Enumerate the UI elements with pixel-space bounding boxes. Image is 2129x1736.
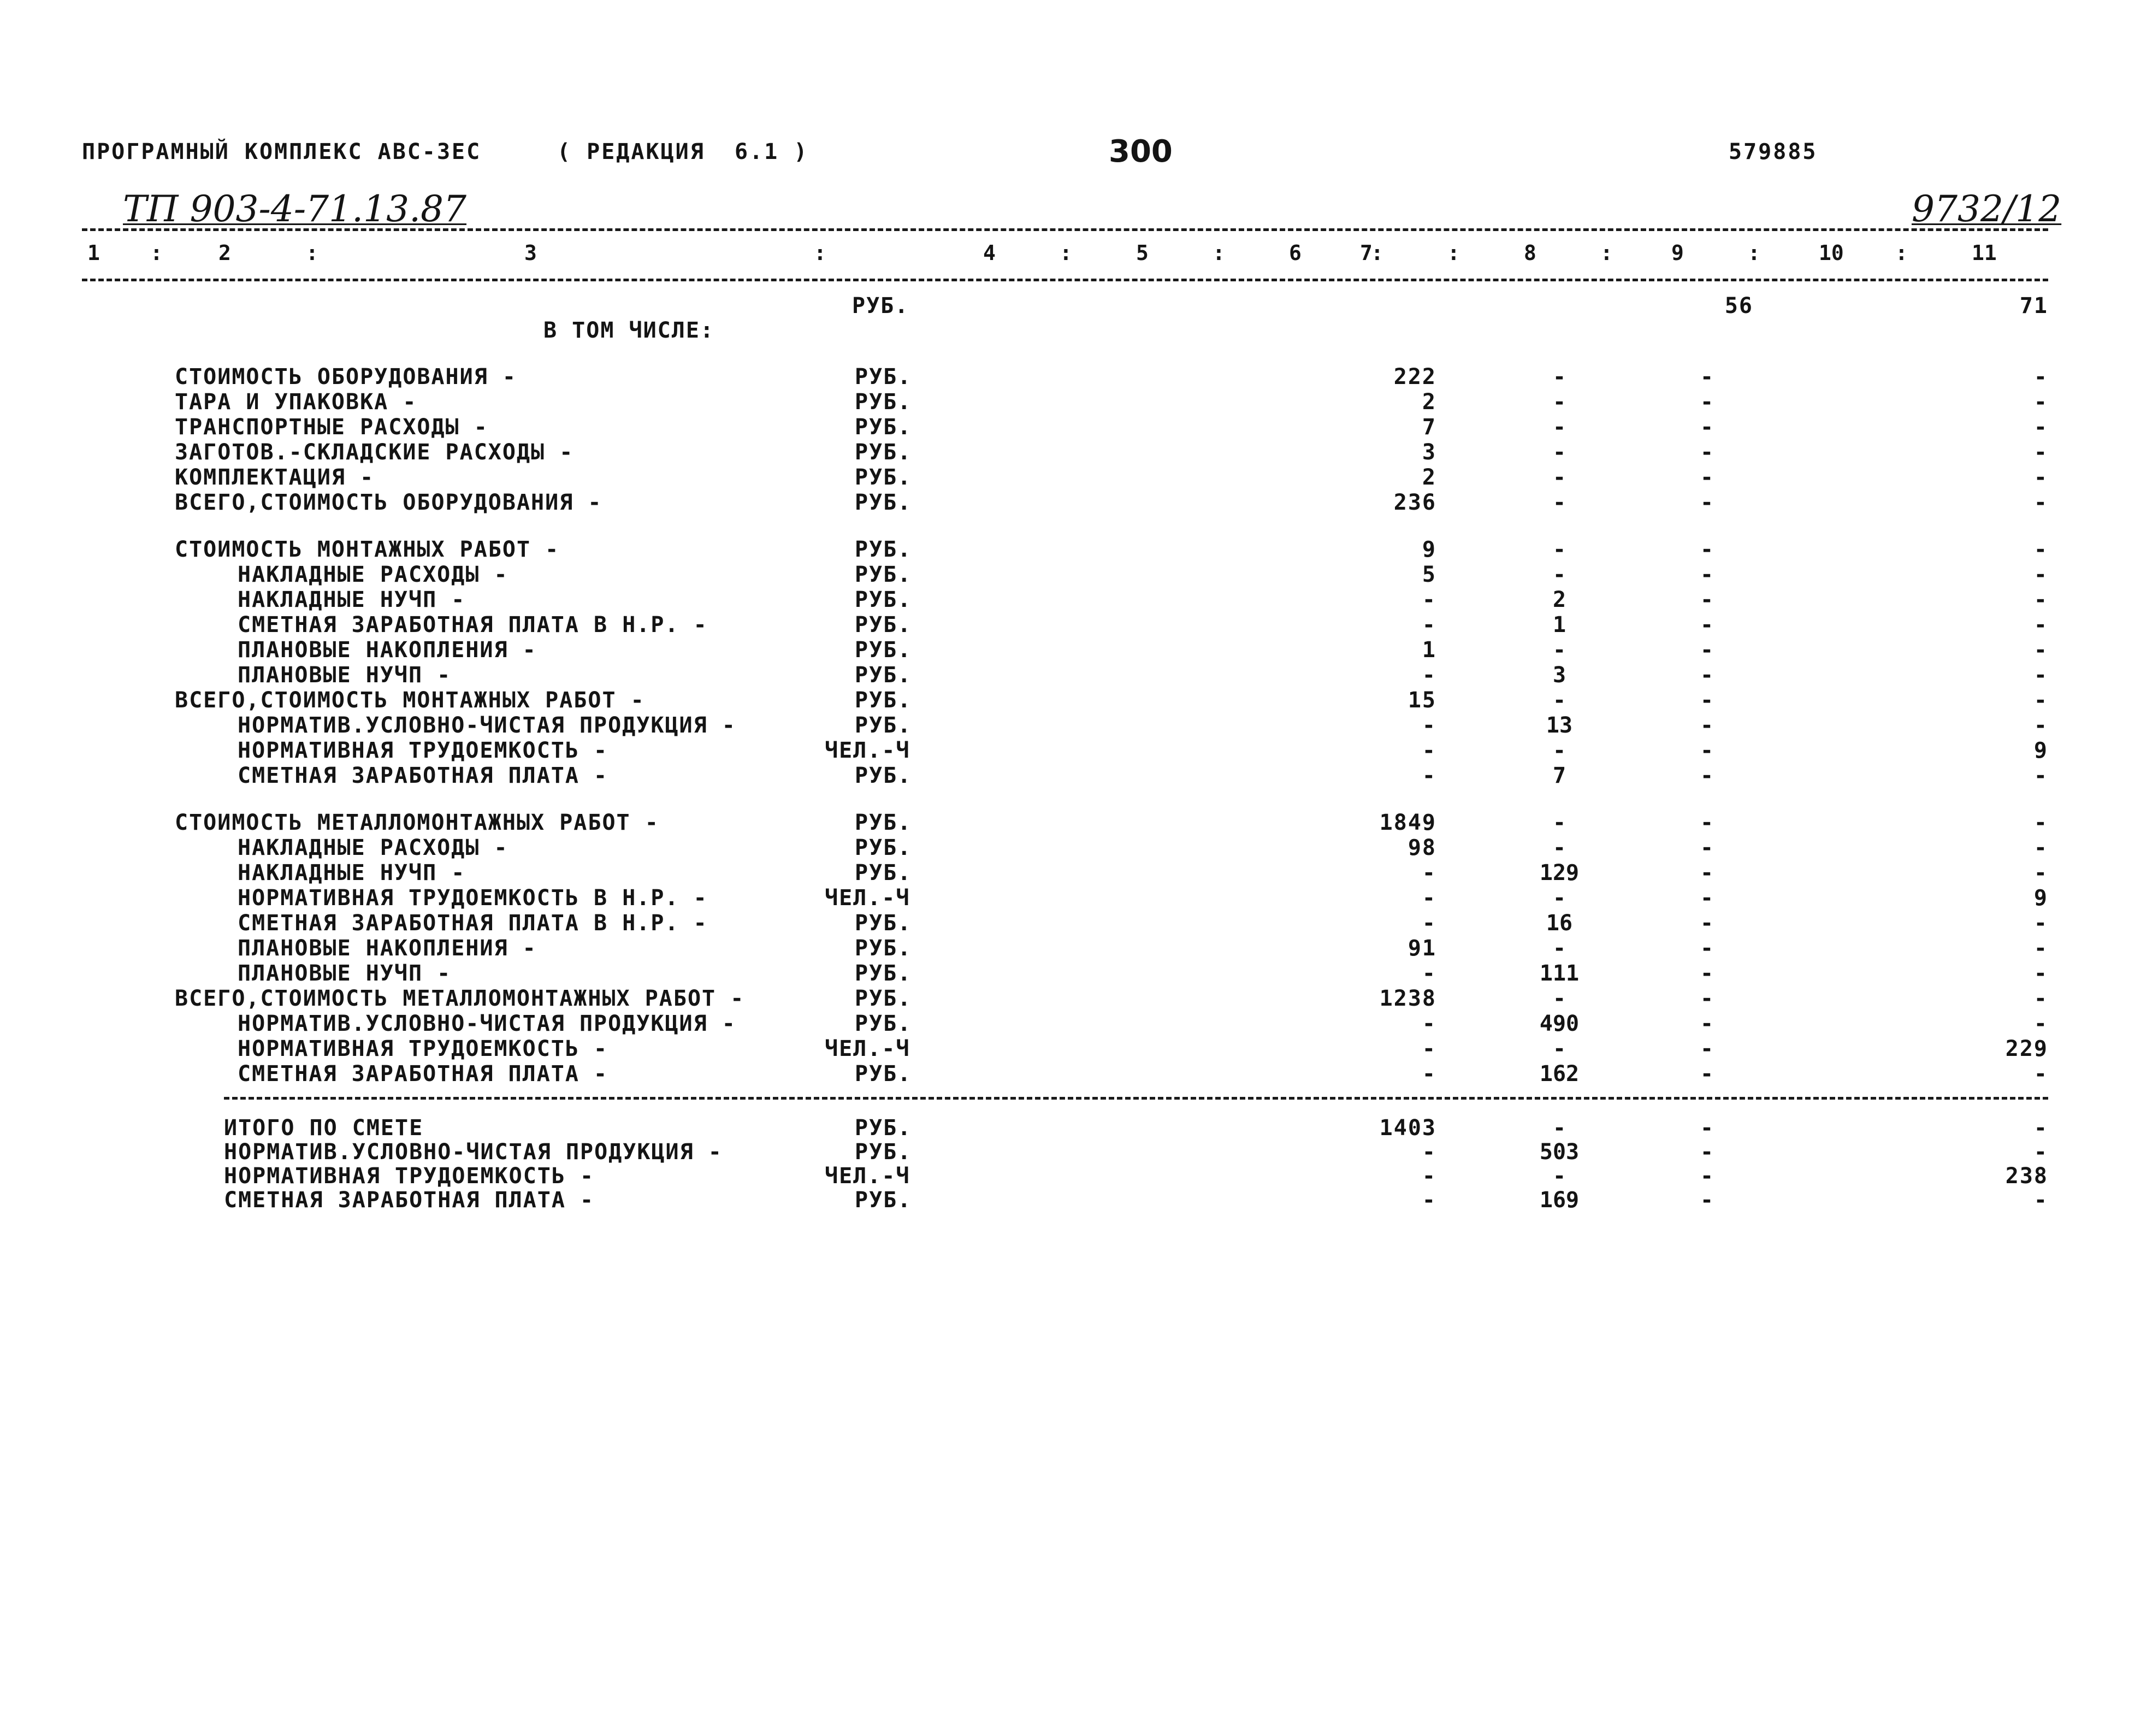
total-col9-value: - <box>1700 1139 1714 1165</box>
row-label: ТАРА И УПАКОВКА - <box>175 389 417 415</box>
row-col9-value: - <box>1700 663 1714 688</box>
total-col11-value: - <box>2033 1115 2048 1141</box>
row-col7-value: 2 <box>1422 389 1436 415</box>
total-col9-value: - <box>1700 1115 1714 1141</box>
total-col11-value: - <box>2033 1139 2048 1165</box>
row-unit: РУБ. <box>855 537 912 562</box>
row-col11-value: - <box>2033 415 2048 440</box>
row-label: СМЕТНАЯ ЗАРАБОТНАЯ ПЛАТА В Н.Р. - <box>238 911 708 936</box>
total-label: НОРМАТИВ.УСЛОВНО-ЧИСТАЯ ПРОДУКЦИЯ - <box>224 1139 723 1165</box>
row-label: ВСЕГО,СТОИМОСТЬ МЕТАЛЛОМОНТАЖНЫХ РАБОТ - <box>175 986 745 1011</box>
row-col11-value: - <box>2033 562 2048 587</box>
row-col11-value: - <box>2033 911 2048 936</box>
row-col7-value: 9 <box>1422 537 1436 562</box>
row-label: СТОИМОСТЬ ОБОРУДОВАНИЯ - <box>175 364 517 389</box>
row-col8-value: 13 <box>1546 713 1573 738</box>
total-unit: РУБ. <box>855 1139 912 1165</box>
column-separator: : <box>1213 241 1225 265</box>
row-label: СТОИМОСТЬ МОНТАЖНЫХ РАБОТ - <box>175 537 560 562</box>
row-col9-value: - <box>1700 961 1714 986</box>
row-col7-value: - <box>1422 763 1436 788</box>
total-unit: ЧЕЛ.-Ч <box>825 1164 910 1189</box>
row-col7-value: - <box>1422 663 1436 688</box>
row-col9-value: - <box>1700 587 1714 612</box>
row-col9-value: - <box>1700 440 1714 465</box>
row-col7-value: 222 <box>1393 364 1436 389</box>
column-separator: : <box>150 241 163 265</box>
row-label: ПЛАНОВЫЕ НУЧП - <box>238 663 452 688</box>
row-col7-value: 7 <box>1422 415 1436 440</box>
column-separator: : <box>1371 241 1383 265</box>
total-col8-value: - <box>1552 1115 1566 1141</box>
row-col7-value: 98 <box>1407 835 1436 860</box>
row-col8-value: - <box>1552 688 1566 713</box>
row-col7-value: 236 <box>1393 490 1436 515</box>
row-label: НОРМАТИВНАЯ ТРУДОЕМКОСТЬ В Н.Р. - <box>238 885 708 911</box>
row-col9-value: - <box>1700 465 1714 490</box>
row-unit: РУБ. <box>855 637 912 663</box>
row-col8-value: - <box>1552 885 1566 911</box>
row-label: ПЛАНОВЫЕ НАКОПЛЕНИЯ - <box>238 637 537 663</box>
row-col8-value: - <box>1552 562 1566 587</box>
row-label: НОРМАТИВНАЯ ТРУДОЕМКОСТЬ - <box>238 738 608 763</box>
row-col8-value: - <box>1552 389 1566 415</box>
row-col7-value: - <box>1422 885 1436 911</box>
row-label: НОРМАТИВ.УСЛОВНО-ЧИСТАЯ ПРОДУКЦИЯ - <box>238 1011 736 1036</box>
column-number: 4 <box>983 241 996 265</box>
total-unit: РУБ. <box>855 1188 912 1213</box>
row-col9-value: - <box>1700 537 1714 562</box>
row-unit: РУБ. <box>855 911 912 936</box>
row-col9-value: - <box>1700 810 1714 835</box>
row-unit: РУБ. <box>855 860 912 885</box>
row-col11-value: - <box>2033 389 2048 415</box>
row-col9-value: - <box>1700 763 1714 788</box>
row-unit: РУБ. <box>855 713 912 738</box>
row-col7-value: - <box>1422 1036 1436 1061</box>
row-col8-value: - <box>1552 1036 1566 1061</box>
row-col8-value: - <box>1552 415 1566 440</box>
top-row-col9-value: 56 <box>1724 293 1753 318</box>
row-col7-value: - <box>1422 1061 1436 1087</box>
row-label: ПЛАНОВЫЕ НУЧП - <box>238 961 452 986</box>
total-col7-value: - <box>1422 1139 1436 1165</box>
row-col8-value: 2 <box>1552 587 1566 612</box>
row-col11-value: - <box>2033 961 2048 986</box>
row-unit: РУБ. <box>855 440 912 465</box>
row-col11-value: 9 <box>2033 738 2048 763</box>
total-unit: РУБ. <box>855 1115 912 1141</box>
row-col8-value: - <box>1552 936 1566 961</box>
column-number: 8 <box>1524 241 1536 265</box>
row-label: ВСЕГО,СТОИМОСТЬ МОНТАЖНЫХ РАБОТ - <box>175 688 645 713</box>
row-col9-value: - <box>1700 1011 1714 1036</box>
column-separator: : <box>1895 241 1908 265</box>
row-col9-value: - <box>1700 1061 1714 1087</box>
row-unit: РУБ. <box>855 688 912 713</box>
row-col8-value: 7 <box>1552 763 1566 788</box>
row-col8-value: 3 <box>1552 663 1566 688</box>
row-col8-value: - <box>1552 637 1566 663</box>
row-unit: РУБ. <box>855 986 912 1011</box>
row-col7-value: - <box>1422 961 1436 986</box>
row-col7-value: - <box>1422 1011 1436 1036</box>
totals-rule <box>224 1097 2048 1100</box>
row-unit: РУБ. <box>855 562 912 587</box>
total-col11-value: 238 <box>2005 1164 2048 1189</box>
column-number: 7 <box>1360 241 1373 265</box>
row-col9-value: - <box>1700 637 1714 663</box>
row-col9-value: - <box>1700 688 1714 713</box>
page-number: 300 <box>1109 134 1173 169</box>
row-col8-value: 1 <box>1552 612 1566 637</box>
row-col8-value: - <box>1552 465 1566 490</box>
header-bottom-rule <box>82 279 2048 281</box>
row-col7-value: 15 <box>1407 688 1436 713</box>
row-col7-value: 3 <box>1422 440 1436 465</box>
row-unit: ЧЕЛ.-Ч <box>825 885 910 911</box>
row-unit: РУБ. <box>855 587 912 612</box>
total-col9-value: - <box>1700 1164 1714 1189</box>
row-col9-value: - <box>1700 1036 1714 1061</box>
row-col11-value: - <box>2033 587 2048 612</box>
row-col7-value: 2 <box>1422 465 1436 490</box>
column-separator: : <box>814 241 826 265</box>
row-label: СМЕТНАЯ ЗАРАБОТНАЯ ПЛАТА - <box>238 1061 608 1087</box>
row-col9-value: - <box>1700 885 1714 911</box>
row-col8-value: - <box>1552 738 1566 763</box>
row-col9-value: - <box>1700 835 1714 860</box>
row-col8-value: 162 <box>1539 1061 1580 1087</box>
row-label: СМЕТНАЯ ЗАРАБОТНАЯ ПЛАТА В Н.Р. - <box>238 612 708 637</box>
row-col8-value: - <box>1552 810 1566 835</box>
row-label: СМЕТНАЯ ЗАРАБОТНАЯ ПЛАТА - <box>238 763 608 788</box>
row-label: НАКЛАДНЫЕ РАСХОДЫ - <box>238 835 508 860</box>
row-label: СТОИМОСТЬ МЕТАЛЛОМОНТАЖНЫХ РАБОТ - <box>175 810 659 835</box>
row-col11-value: 229 <box>2005 1036 2048 1061</box>
row-label: ТРАНСПОРТНЫЕ РАСХОДЫ - <box>175 415 488 440</box>
total-col8-value: - <box>1552 1164 1566 1189</box>
row-unit: РУБ. <box>855 364 912 389</box>
column-number: 5 <box>1136 241 1149 265</box>
row-col7-value: 1238 <box>1379 986 1436 1011</box>
row-unit: РУБ. <box>855 490 912 515</box>
row-label: НОРМАТИВНАЯ ТРУДОЕМКОСТЬ - <box>238 1036 608 1061</box>
column-separator: : <box>306 241 318 265</box>
row-col7-value: - <box>1422 612 1436 637</box>
including-heading: В ТОМ ЧИСЛЕ: <box>543 318 714 343</box>
row-col11-value: - <box>2033 663 2048 688</box>
row-col11-value: - <box>2033 763 2048 788</box>
row-col7-value: 5 <box>1422 562 1436 587</box>
row-col8-value: 490 <box>1539 1011 1580 1036</box>
column-number: 2 <box>218 241 231 265</box>
row-col7-value: 1849 <box>1379 810 1436 835</box>
row-col11-value: - <box>2033 1011 2048 1036</box>
row-col8-value: 129 <box>1539 860 1580 885</box>
row-unit: ЧЕЛ.-Ч <box>825 1036 910 1061</box>
sheet-reference: 9732/12 <box>1912 188 2062 230</box>
row-col7-value: - <box>1422 587 1436 612</box>
column-number: 3 <box>524 241 537 265</box>
row-unit: РУБ. <box>855 415 912 440</box>
column-number: 1 <box>87 241 100 265</box>
row-col9-value: - <box>1700 738 1714 763</box>
row-col11-value: - <box>2033 936 2048 961</box>
edition-label: ( РЕДАКЦИЯ 6.1 ) <box>557 139 809 164</box>
total-label: НОРМАТИВНАЯ ТРУДОЕМКОСТЬ - <box>224 1164 595 1189</box>
row-col7-value: - <box>1422 738 1436 763</box>
total-col7-value: 1403 <box>1379 1115 1436 1141</box>
total-col8-value: 169 <box>1539 1188 1580 1213</box>
row-col9-value: - <box>1700 389 1714 415</box>
row-col9-value: - <box>1700 415 1714 440</box>
row-label: НАКЛАДНЫЕ РАСХОДЫ - <box>238 562 508 587</box>
row-col8-value: - <box>1552 490 1566 515</box>
row-col11-value: - <box>2033 537 2048 562</box>
row-col11-value: - <box>2033 490 2048 515</box>
row-col11-value: - <box>2033 440 2048 465</box>
row-col11-value: - <box>2033 713 2048 738</box>
row-unit: РУБ. <box>855 389 912 415</box>
document-id: ТП 903-4-71.13.87 <box>123 188 467 230</box>
column-number: 10 <box>1819 241 1844 265</box>
row-col9-value: - <box>1700 364 1714 389</box>
total-col9-value: - <box>1700 1188 1714 1213</box>
column-separator: : <box>1060 241 1072 265</box>
column-separator: : <box>1600 241 1613 265</box>
document-code: 579885 <box>1729 139 1818 164</box>
row-col9-value: - <box>1700 860 1714 885</box>
row-col7-value: - <box>1422 911 1436 936</box>
row-unit: РУБ. <box>855 961 912 986</box>
row-col11-value: - <box>2033 986 2048 1011</box>
row-col9-value: - <box>1700 936 1714 961</box>
top-row-col11-value: 71 <box>2019 293 2048 318</box>
row-col8-value: - <box>1552 537 1566 562</box>
total-col7-value: - <box>1422 1188 1436 1213</box>
column-separator: : <box>1447 241 1460 265</box>
row-col11-value: - <box>2033 612 2048 637</box>
column-separator: : <box>1748 241 1760 265</box>
total-label: СМЕТНАЯ ЗАРАБОТНАЯ ПЛАТА - <box>224 1188 595 1213</box>
row-col11-value: - <box>2033 364 2048 389</box>
row-col8-value: - <box>1552 835 1566 860</box>
row-col8-value: - <box>1552 986 1566 1011</box>
row-col9-value: - <box>1700 986 1714 1011</box>
total-col11-value: - <box>2033 1188 2048 1213</box>
total-col7-value: - <box>1422 1164 1436 1189</box>
total-col8-value: 503 <box>1539 1139 1580 1165</box>
program-name: ПРОГРАМНЫЙ КОМПЛЕКС АВС-ЗЕС <box>82 139 482 164</box>
column-number: 11 <box>1972 241 1997 265</box>
column-number: 9 <box>1671 241 1684 265</box>
row-unit: РУБ. <box>855 835 912 860</box>
row-unit: РУБ. <box>855 810 912 835</box>
row-col11-value: 9 <box>2033 885 2048 911</box>
row-col11-value: - <box>2033 835 2048 860</box>
row-col9-value: - <box>1700 490 1714 515</box>
row-unit: РУБ. <box>855 936 912 961</box>
row-col11-value: - <box>2033 1061 2048 1087</box>
row-col11-value: - <box>2033 860 2048 885</box>
row-unit: РУБ. <box>855 763 912 788</box>
row-col11-value: - <box>2033 688 2048 713</box>
row-col7-value: 1 <box>1422 637 1436 663</box>
row-label: НОРМАТИВ.УСЛОВНО-ЧИСТАЯ ПРОДУКЦИЯ - <box>238 713 736 738</box>
row-col9-value: - <box>1700 612 1714 637</box>
row-unit: РУБ. <box>855 1061 912 1087</box>
row-col8-value: - <box>1552 364 1566 389</box>
row-unit: ЧЕЛ.-Ч <box>825 738 910 763</box>
row-col8-value: 16 <box>1546 911 1573 936</box>
row-col11-value: - <box>2033 810 2048 835</box>
row-label: КОМПЛЕКТАЦИЯ - <box>175 465 375 490</box>
row-col11-value: - <box>2033 637 2048 663</box>
row-col9-value: - <box>1700 562 1714 587</box>
row-unit: РУБ. <box>855 1011 912 1036</box>
row-col7-value: 91 <box>1407 936 1436 961</box>
header-top-rule <box>82 228 2048 231</box>
row-col9-value: - <box>1700 713 1714 738</box>
row-label: ЗАГОТОВ.-СКЛАДСКИЕ РАСХОДЫ - <box>175 440 574 465</box>
row-col8-value: - <box>1552 440 1566 465</box>
row-label: ВСЕГО,СТОИМОСТЬ ОБОРУДОВАНИЯ - <box>175 490 602 515</box>
row-col7-value: - <box>1422 860 1436 885</box>
row-unit: РУБ. <box>855 663 912 688</box>
row-col11-value: - <box>2033 465 2048 490</box>
row-label: НАКЛАДНЫЕ НУЧП - <box>238 860 466 885</box>
row-label: НАКЛАДНЫЕ НУЧП - <box>238 587 466 612</box>
top-row-unit: РУБ. <box>852 293 909 318</box>
row-label: ПЛАНОВЫЕ НАКОПЛЕНИЯ - <box>238 936 537 961</box>
total-label: ИТОГО ПО СМЕТЕ <box>224 1115 424 1141</box>
column-number: 6 <box>1289 241 1302 265</box>
row-col9-value: - <box>1700 911 1714 936</box>
row-unit: РУБ. <box>855 612 912 637</box>
row-col7-value: - <box>1422 713 1436 738</box>
row-col8-value: 111 <box>1539 961 1580 986</box>
row-unit: РУБ. <box>855 465 912 490</box>
